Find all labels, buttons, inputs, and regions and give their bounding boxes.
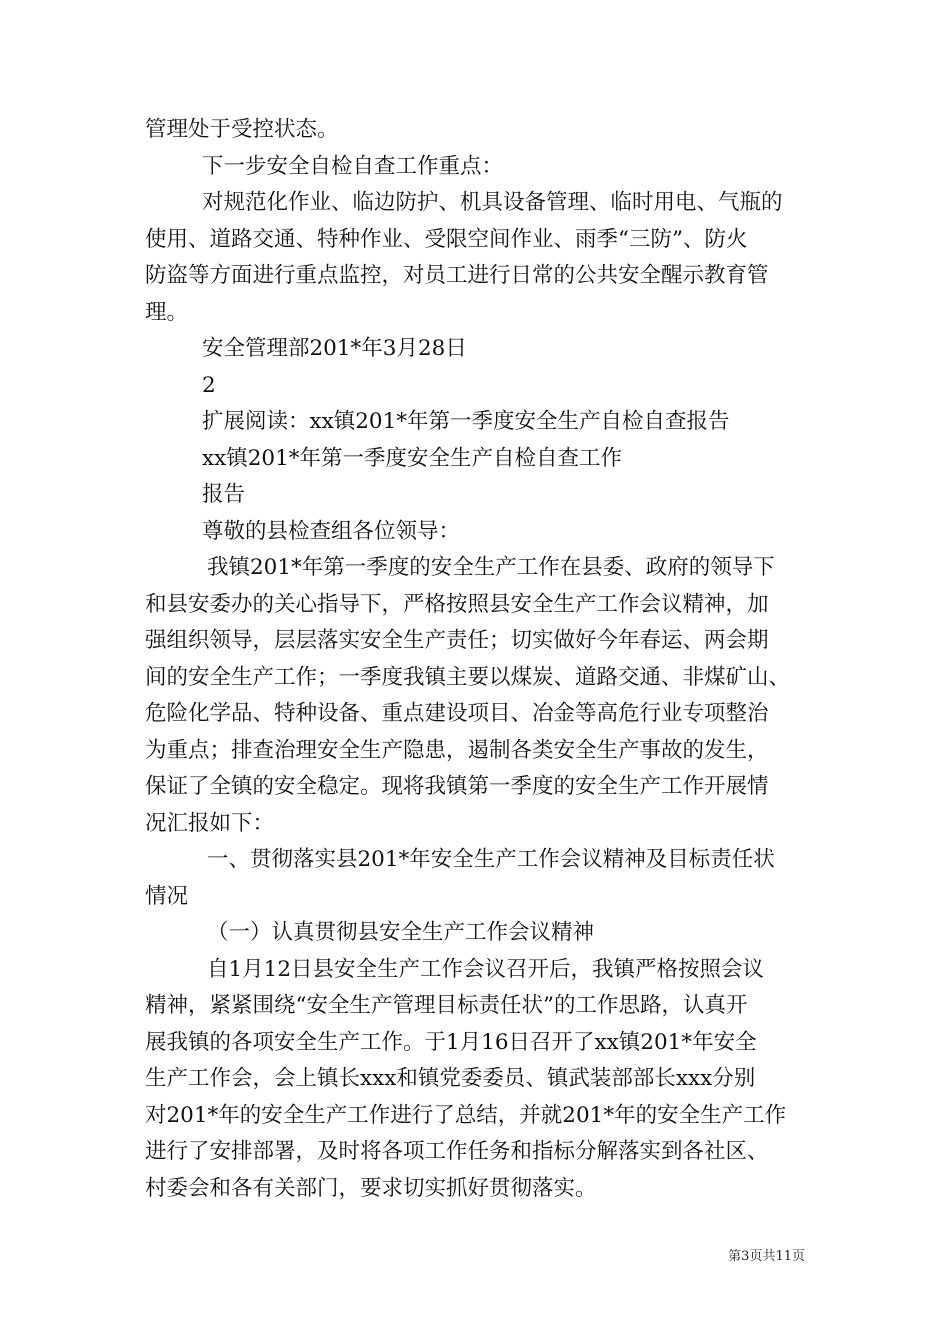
subsection-heading: （一）认真贯彻县安全生产工作会议精神 bbox=[207, 920, 595, 945]
text-line: 村委会和各有关部门，要求切实抓好贯彻落实。 bbox=[145, 1175, 597, 1201]
text-line: 危险化学品、特种设备、重点建设项目、冶金等高危行业专项整治 bbox=[145, 701, 769, 726]
text-line: 自1月12日县安全生产工作会议召开后，我镇严格按照会议 bbox=[207, 956, 765, 982]
salutation: 尊敬的县检查组各位领导： bbox=[202, 518, 461, 544]
text-line: 对201*年的安全生产工作进行了总结，并就201*年的安全生产工作 bbox=[145, 1102, 787, 1128]
report-title-continued: 报告 bbox=[202, 482, 246, 507]
text-line: 使用、道路交通、特种作业、受限空间作业、雨季“三防”、防火 bbox=[145, 226, 748, 252]
section-heading: 一、贯彻落实县201*年安全生产工作会议精神及目标责任状 bbox=[207, 847, 775, 872]
text-line: 为重点；排查治理安全生产隐患，遏制各类安全生产事故的发生， bbox=[145, 737, 769, 763]
text-line: 理。 bbox=[145, 299, 189, 325]
text-line: 情况 bbox=[145, 883, 189, 909]
document-body bbox=[145, 112, 815, 1207]
text-line: 精神，紧紧围绕“安全生产管理目标责任状”的工作思路，认真开 bbox=[145, 993, 748, 1018]
page-number-inline: 2 bbox=[202, 372, 216, 398]
page-footer: 第3页共11页 bbox=[728, 1249, 805, 1264]
section-heading: 下一步安全自检自查工作重点： bbox=[202, 153, 504, 179]
text-line: 况汇报如下： bbox=[145, 810, 275, 836]
text-line: 进行了安排部署，及时将各项工作任务和指标分解落实到各社区、 bbox=[145, 1139, 769, 1164]
text-line: 生产工作会，会上镇长xxx和镇党委委员、镇武装部部长xxx分别 bbox=[145, 1066, 756, 1091]
text-line: 和县安委办的关心指导下，严格按照县安全生产工作会议精神，加 bbox=[145, 591, 769, 617]
report-title: xx镇201*年第一季度安全生产自检自查工作 bbox=[202, 445, 623, 471]
text-line: 对规范化作业、临边防护、机具设备管理、临时用电、气瓶的 bbox=[202, 190, 783, 215]
signature-date: 安全管理部201*年3月28日 bbox=[202, 336, 467, 361]
text-line: 保证了全镇的安全稳定。现将我镇第一季度的安全生产工作开展情 bbox=[145, 774, 769, 799]
text-line: 防盗等方面进行重点监控，对员工进行日常的公共安全醒示教育管 bbox=[145, 263, 769, 288]
text-line: 管理处于受控状态。 bbox=[145, 117, 339, 142]
text-line: 强组织领导，层层落实安全生产责任；切实做好今年春运、两会期 bbox=[145, 628, 769, 653]
text-line: 展我镇的各项安全生产工作。于1月16日召开了xx镇201*年安全 bbox=[145, 1029, 757, 1055]
text-line: 间的安全生产工作；一季度我镇主要以煤炭、道路交通、非煤矿山、 bbox=[145, 664, 791, 690]
text-line: 我镇201*年第一季度的安全生产工作在县委、政府的领导下 bbox=[207, 555, 775, 580]
extended-reading-title: 扩展阅读：xx镇201*年第一季度安全生产自检自查报告 bbox=[202, 409, 730, 434]
